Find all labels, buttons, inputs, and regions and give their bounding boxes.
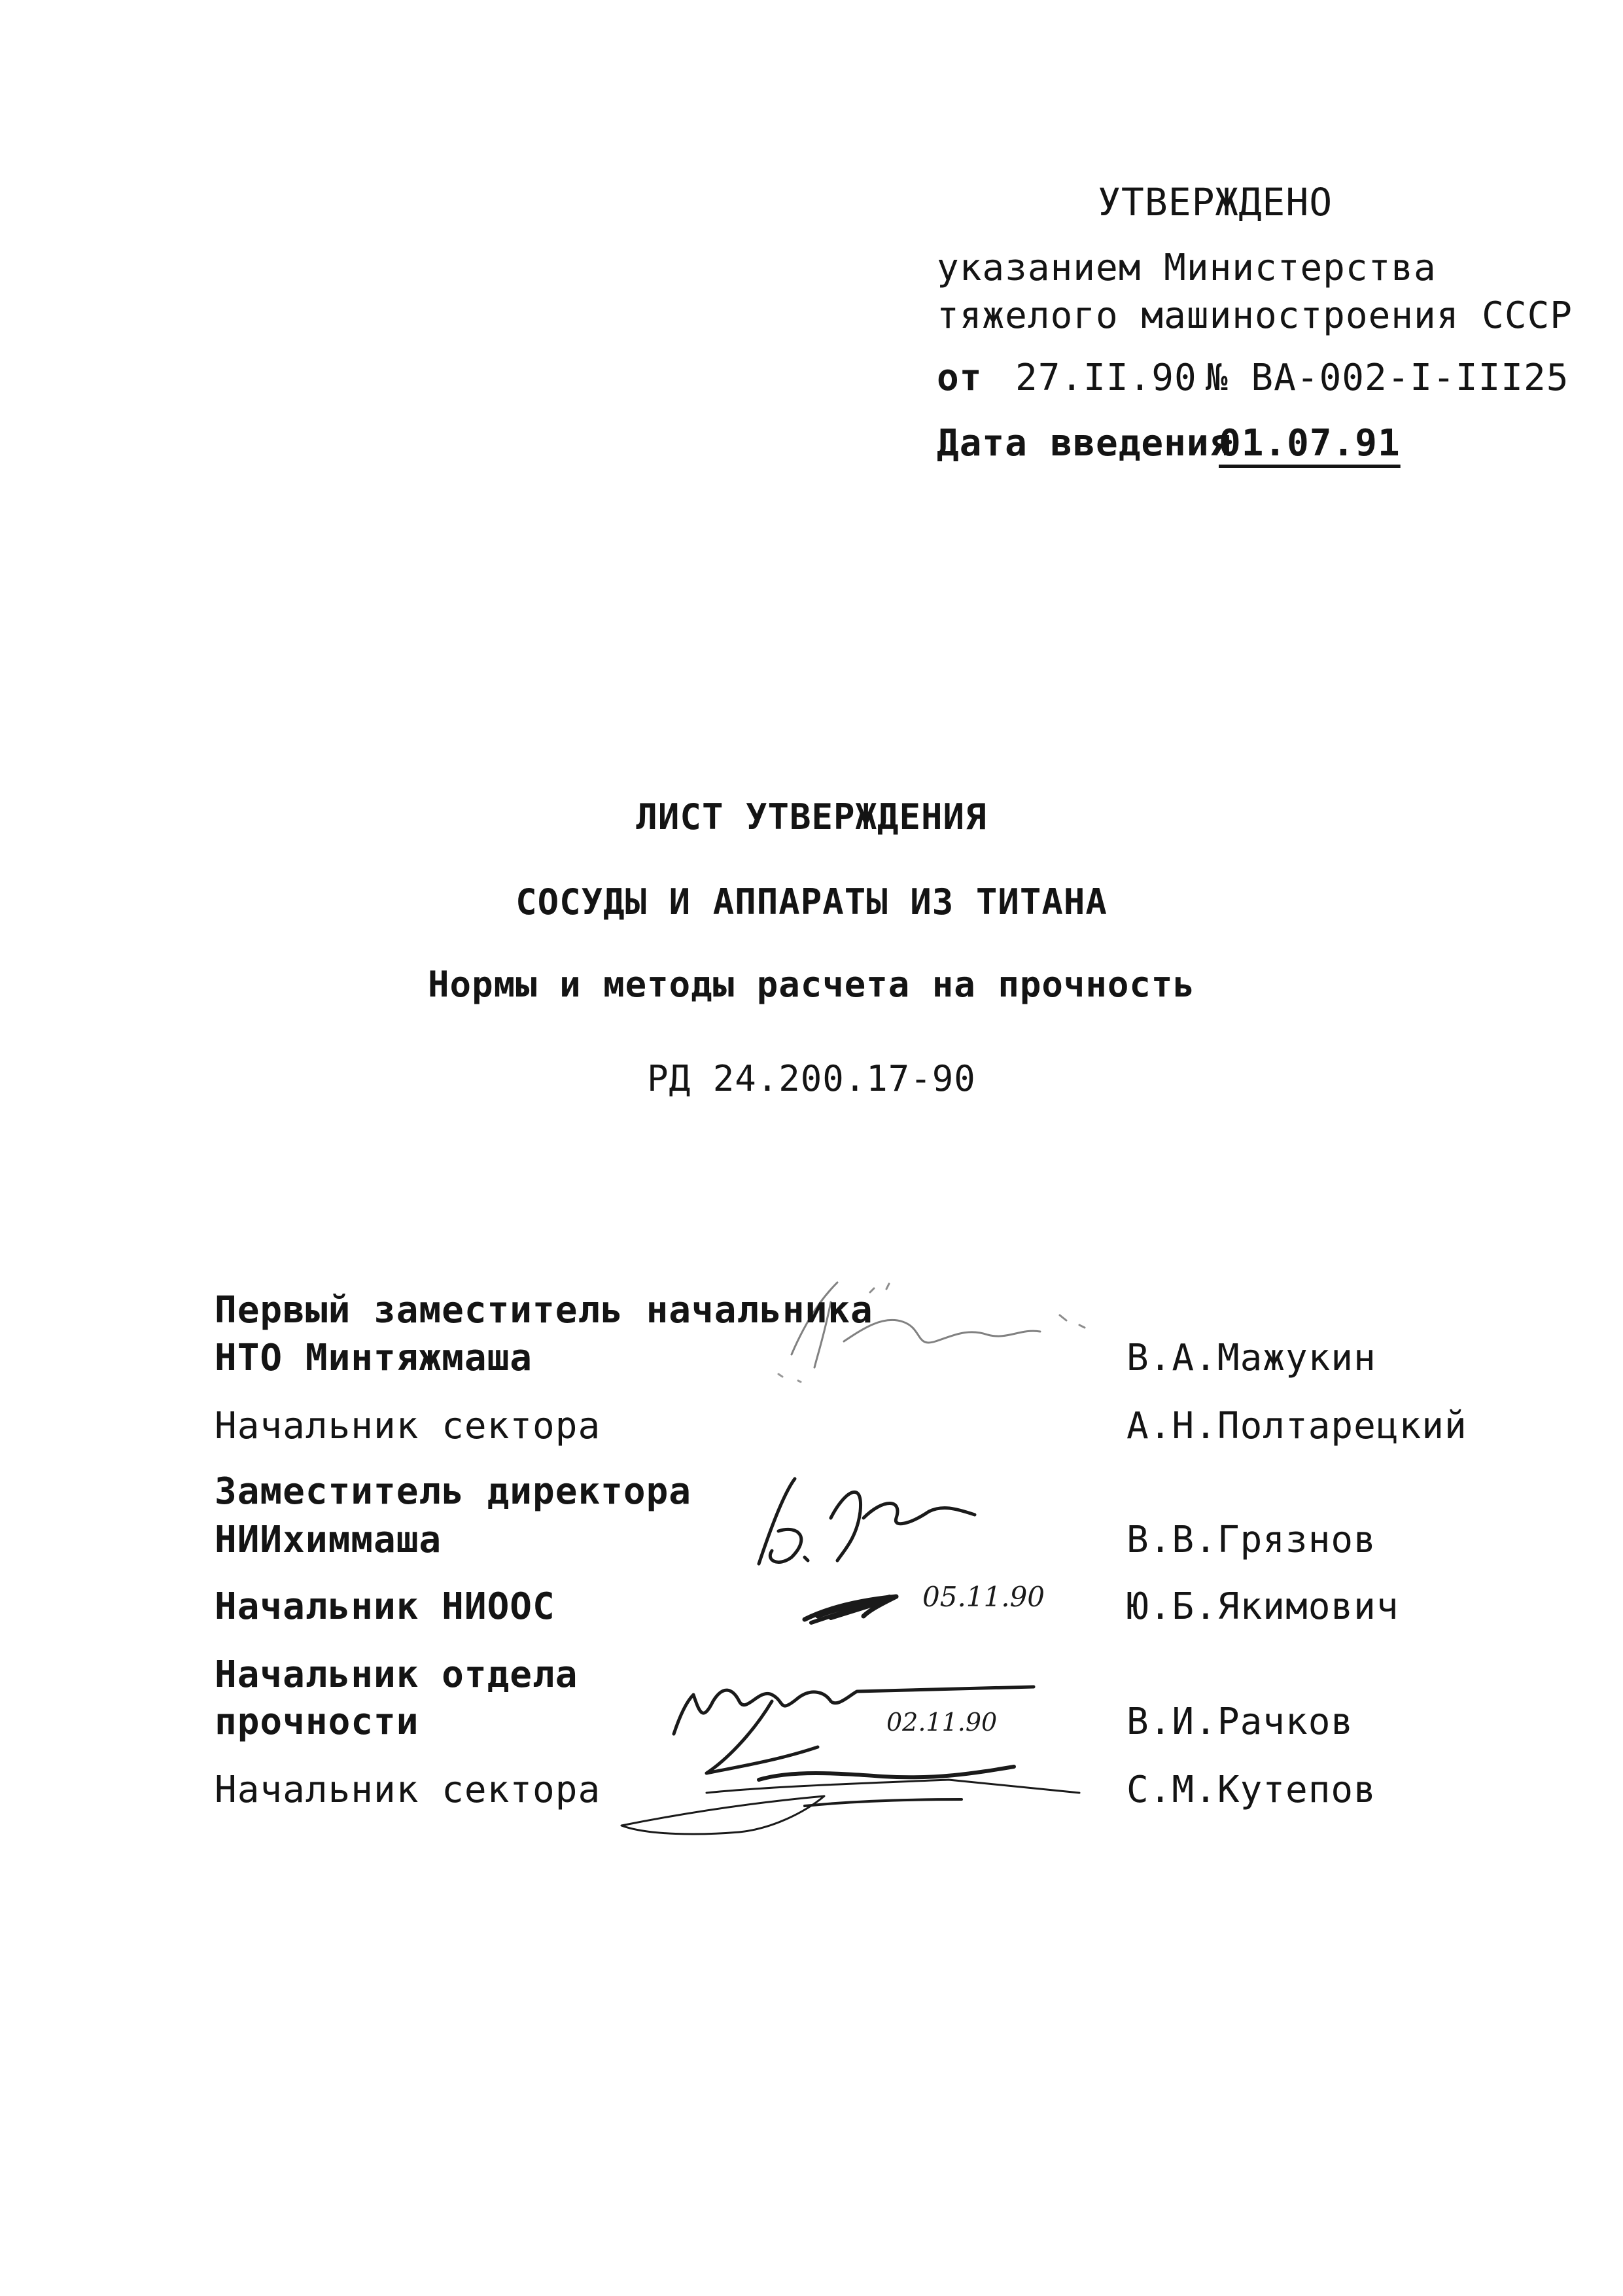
approval-order-date: 27.II.90 [1015,357,1197,399]
approval-order-number: № ВА-002-I-III25 [1206,357,1569,399]
signature-4-date: 05.11.90 [922,1581,1045,1613]
approval-stamp: УТВЕРЖДЕНО [1098,180,1333,224]
intro-date-label: Дата введения [937,422,1232,465]
signatory-position-line-2: прочности [215,1701,419,1743]
signature-5-date: 02.11.90 [886,1708,998,1737]
signatory-name: В.А.Мажукин [1126,1337,1376,1379]
signatory-position: Начальник сектора [215,1405,601,1447]
document-subject: СОСУДЫ И АППАРАТЫ ИЗ ТИТАНА [515,881,1108,923]
signatory-name: В.И.Рачков [1126,1701,1354,1743]
signatory-name: Ю.Б.Якимович [1126,1585,1399,1628]
signature-1 [752,1263,1119,1394]
signatory-name: В.В.Грязнов [1126,1519,1376,1561]
signatory-position-line-2: НИИхиммаша [215,1519,442,1561]
signature-5 [608,1662,1145,1858]
signatory-position: Начальник сектора [215,1769,601,1811]
approval-line-2: тяжелого машиностроения СССР [937,294,1573,337]
signatory-name: С.М.Кутепов [1126,1769,1376,1811]
signatory-position: Заместитель директора [215,1470,692,1513]
approval-line-1: указанием Министерства [937,247,1437,289]
sheet-title: ЛИСТ УТВЕРЖДЕНИЯ [636,796,987,838]
signatory-position: Начальник отдела [215,1653,578,1696]
signatory-position-line-2: НТО Минтяжмаша [215,1337,533,1379]
signature-4 [792,1561,1079,1633]
signatory-position: Начальник НИООС [215,1585,555,1628]
signatory-name: А.Н.Полтарецкий [1126,1405,1467,1447]
signatory-position: Первый заместитель начальника [215,1289,873,1332]
approval-order-prefix: от [937,357,983,399]
intro-date-value: 01.07.91 [1219,422,1401,465]
document-code: РД 24.200.17-90 [647,1058,976,1099]
document-subtitle: Нормы и методы расчета на прочность [428,964,1195,1005]
